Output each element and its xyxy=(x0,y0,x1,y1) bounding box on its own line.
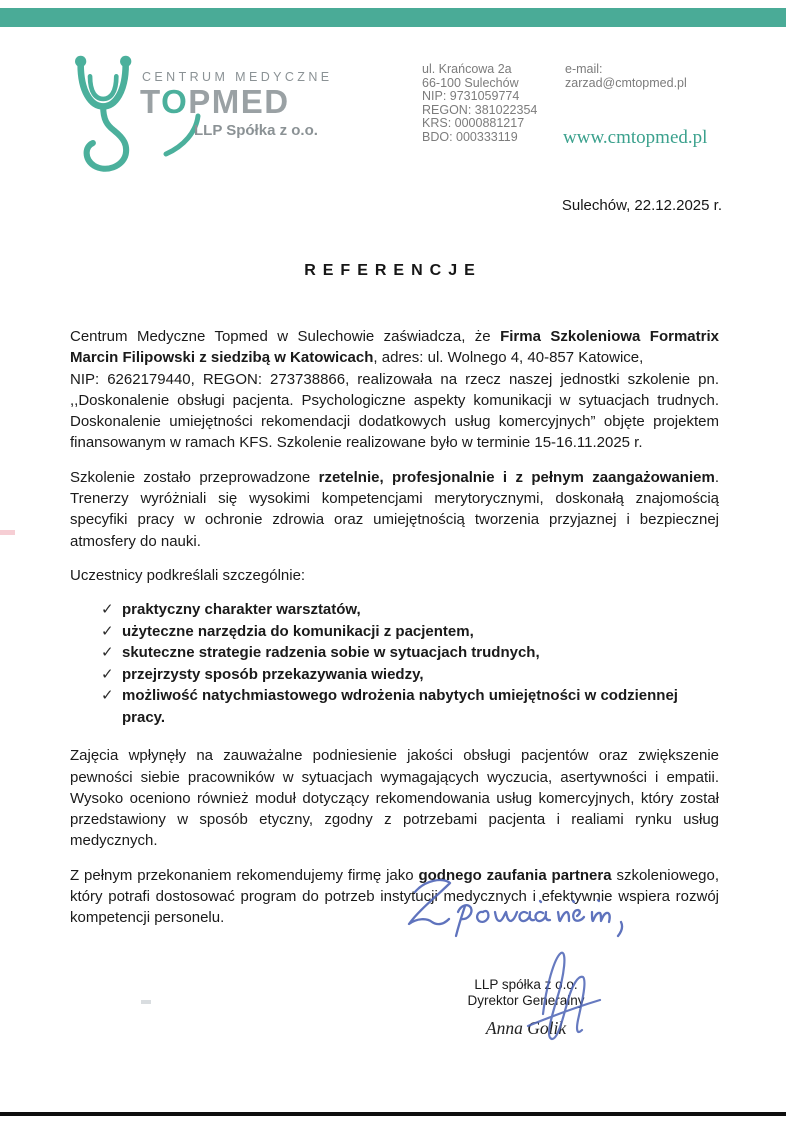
letter-body xyxy=(70,326,719,942)
brand-name-rest: PMED xyxy=(188,83,290,120)
address-street: ul. Krańcowa 2a xyxy=(422,62,512,76)
list-item-text: skuteczne strategie radzenia sobie w sytuacjach trudnych, xyxy=(122,644,540,662)
stamp-role: Dyrektor Generalny xyxy=(467,993,585,1008)
paragraph-4: Zajęcia wpłynęły na zauważalne podniesienie jakości obsługi pacjentów oraz zwiększenie pewności siebie pracowników w sytuacjach wymagających wyczucia, asertywności i empatii. Wysoko oceniono również moduł dotyczący rekomendowania usług komercyjnych, który został przedstawiony w sposób etyczny, zgodny z potrzebami pacjenta i realiami rynku usług medycznych. xyxy=(70,747,719,850)
signatory-name: Anna Golik xyxy=(485,1018,567,1038)
list-item xyxy=(70,621,719,643)
p1-text: Centrum Medyczne Topmed w Sulechowie zaświadcza, że xyxy=(70,328,501,345)
p5-bold: godnego zaufania partnera xyxy=(418,866,612,884)
p2-bold: rzetelnie, profesjonalnie i z pełnym zaangażowaniem xyxy=(318,468,715,486)
brand-subtitle: LLP Spółka z o.o. xyxy=(194,122,318,139)
email-label: e-mail: xyxy=(565,62,603,76)
handwritten-signature xyxy=(498,940,624,1048)
p1-address: , adres: ul. Wolnego 4, 40-857 Katowice, xyxy=(373,349,644,367)
address-city: 66-100 Sulechów xyxy=(422,75,519,90)
scan-artifact xyxy=(0,530,15,535)
company-logo xyxy=(62,50,332,175)
list-intro: Uczestnicy podkreślali szczególnie: xyxy=(70,566,306,584)
list-item xyxy=(70,599,719,621)
scan-artifact xyxy=(141,1000,151,1004)
address-regon: REGON: 381022354 xyxy=(422,102,538,117)
p5-rest: szkoleniowego, który potrafi dostosować program do potrzeb instytucji medycznych i efektywnie wspiera rozwój kompetencji personelu. xyxy=(70,866,720,927)
stamp-company: LLP spółka z o.o. xyxy=(474,977,578,992)
check-icon: ✓ xyxy=(101,622,114,640)
check-icon: ✓ xyxy=(101,601,114,619)
place-and-date: Sulechów, 22.12.2025 r. xyxy=(561,197,722,214)
list-item-text: praktyczny charakter warsztatów, xyxy=(122,601,361,619)
brand-name xyxy=(140,83,290,121)
paragraph-1 xyxy=(70,326,719,454)
address-bdo: BDO: 000333119 xyxy=(422,129,518,144)
check-icon: ✓ xyxy=(101,687,114,705)
check-icon: ✓ xyxy=(101,665,114,683)
brand-top-line: CENTRUM MEDYCZNE xyxy=(142,70,333,84)
check-icon: ✓ xyxy=(101,644,114,662)
p1-details: NIP: 6262179440, REGON: 273738866, realizowała na rzecz naszej jednostki szkolenie pn. ,,Doskonalenie obsługi pacjenta. Psychologiczne aspekty komunikacji w sytuacjach trudnych. Doskonalenie umiejętności rekomendacji dodatkowych usług komercyjnych” objęte projektem finansowanym w ramach KFS. Szkolenie realizowane było w terminie 15-16.11.2025 r. xyxy=(70,370,719,452)
p1-bold-company: Firma Szkoleniowa Formatrix Marcin Filipowski z siedzibą w Katowicach xyxy=(70,328,719,367)
p2-text: Szkolenie zostało przeprowadzone xyxy=(70,468,319,486)
paragraph-2 xyxy=(70,467,719,552)
handwritten-closing xyxy=(395,874,645,946)
brand-name-o: O xyxy=(161,83,189,120)
email-value: zarzad@cmtopmed.pl xyxy=(565,75,687,90)
list-item-text: użyteczne narzędzia do komunikacji z pacjentem, xyxy=(122,622,474,640)
list-item-text: możliwość natychmiastowego wdrożenia nabytych umiejętności w codziennej pracy. xyxy=(122,687,678,726)
company-address-block xyxy=(422,63,537,145)
document-title: REFERENCJE xyxy=(304,262,482,279)
p2-rest: . Trenerzy wyróżniali się wysokimi kompetencjami merytorycznymi, doskonałą znajomością specyfiki pracy w ochronie zdrowia oraz umiejętnością tworzenia przyjaznej i bezpiecznej atmosfery do nauki. xyxy=(70,468,719,550)
list-item-text: przejrzysty sposób przekazywania wiedzy, xyxy=(122,665,424,683)
company-email-block xyxy=(565,63,687,90)
list-item xyxy=(70,664,719,686)
address-krs: KRS: 0000881217 xyxy=(422,116,525,131)
address-nip: NIP: 9731059774 xyxy=(422,89,520,104)
brand-name-t: T xyxy=(140,83,162,120)
list-item xyxy=(70,642,719,664)
top-accent-bar xyxy=(0,8,786,27)
list-item xyxy=(70,685,719,728)
p5-text: Z pełnym przekonaniem rekomendujemy firmę jako xyxy=(70,866,419,884)
highlights-list xyxy=(70,599,719,728)
company-website: www.cmtopmed.pl xyxy=(563,127,708,148)
bottom-rule xyxy=(0,1112,786,1116)
